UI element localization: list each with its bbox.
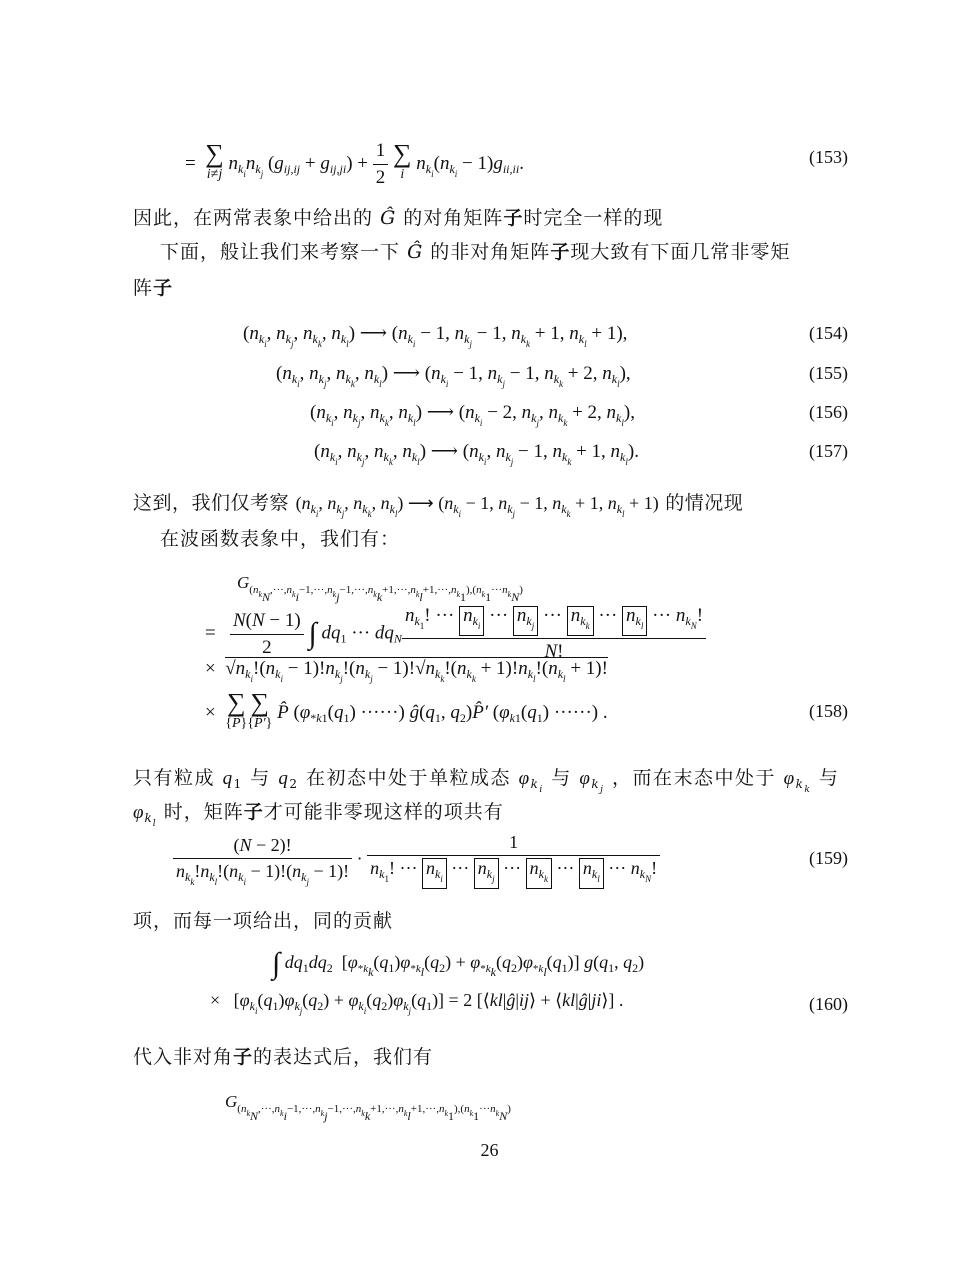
- equation-161-start: $G_{(n_{k_N},\cdot\cdot\cdot,n_{k_i}-1,\cdot\cdot\cdot,n_{k_j}-1,\cdot\cdot\cdot,n_{k_k}+1,\cdot\cdot\cdot,n_{k_l}+1,\cdot\cdot\cdot,n_{k_1}),(n_{k_1}\cdot\cdot\cdot n_{k_N})}$: [225, 1092, 511, 1123]
- equation-160-line-1: ∫ $dq_1dq_2$ $[\varphi_{*k_k}(q_1)\varphi_{*k_l}(q_2) + \varphi_{*k_k}(q_2)\varphi_{*k_l}(q_1)]$ $g(q_1$, $q_2$): [272, 947, 645, 980]
- equation-159: $\frac{(N - 2)!}{n_{k_k}!n_{k_l}!(n_{k_i} - 1)!(n_{k_j} - 1)!}$ · $\frac{1}{n_{k_1}! \cdot\cdot\cdot n_{k_i} \cdot\cdot\cdot n_{k_j} \cdot\cdot\cdot n_{k_k} \cdot\cdot\cdot n_{k_l} \cdot\cdot\cdot n_{k_N}!}$: [173, 832, 660, 889]
- equation-number: (156): [809, 402, 848, 422]
- equation-number: (154): [809, 323, 848, 343]
- equation-number: (159): [809, 848, 848, 868]
- equation-number: (153): [809, 147, 848, 167]
- equation-158-line-4: × ∑ {P̂}∑ {P̂′} P̂ ($\varphi_{*k1}(q_1)$ ······) $ĝ(q_1$, $q_2)P̂'$ ($\varphi_{k1}(q_1)$ ······) .: [205, 688, 608, 731]
- equation-number: (155): [809, 363, 848, 383]
- equation-number: (160): [809, 994, 848, 1014]
- paragraph: $\varphi_{k_l}$ 时，矩阵子才可能非零现这样的项共有: [133, 801, 504, 829]
- equation-number: (158): [809, 701, 848, 721]
- equation-160-line-2: × $[\varphi_{k_i}(q_1)\varphi_{k_j}(q_2) + \varphi_{k_i}(q_2)\varphi_{k_j}(q_1)] = 2$ [⟨kl|ĝ|ij⟩ + ⟨kl|ĝ|ji⟩] .: [210, 990, 624, 1016]
- equation-153: = ∑ i≠j $n_{k_i}n_{k_j}$ $(g_{ij,ij} + g_{ij,ji})$ + $\frac{1}{2}$ ∑ i $n_{k_i}(n_{k_i} - 1)g_{ii,ii}$.: [185, 139, 524, 188]
- equation-158-line-3: × $√n_{k_i}!(n_{k_i} - 1)!n_{k_j}!(n_{k_j} - 1)!√n_{k_k}!(n_{k_k} + 1)!n_{k_l}!(n_{k_l} + 1)$!: [205, 658, 608, 684]
- page-number: 26: [480, 1140, 499, 1160]
- paragraph: 代入非对角子的表达式后，我们有: [133, 1046, 434, 1068]
- paragraph: 因此，在两常表象中给出的 Ĝ 的对角矩阵子时完全一样的现: [133, 207, 664, 229]
- equation-157: ($n_{k_i}$, $n_{k_j}$, $n_{k_k}$, $n_{k_l}$) ⟶ ($n_{k_i}$, $n_{k_j} - 1$, $n_{k_k} + 1$, $n_{k_l}$).: [314, 441, 639, 467]
- paragraph: 项，而每一项给出，同的贡献: [133, 910, 394, 932]
- equation-158-line-2: = $\frac{N(N - 1)}{2}$ ∫ $dq_1$ ··· $dq_N$ $\frac{n_{k_1}! \cdot\cdot\cdot n_{k_i} \cdot\cdot\cdot n_{k_j} \cdot\cdot\cdot n_{k_k} \cdot\cdot\cdot n_{k_l} \cdot\cdot\cdot n_{k_N}!}{N!}$: [205, 605, 706, 663]
- equation-number: (157): [809, 441, 848, 461]
- equation-155: ($n_{k_i}$, $n_{k_j}$, $n_{k_k}$, $n_{k_l}$) ⟶ ($n_{k_i} - 1$, $n_{k_j} - 1$, $n_{k_k} + 2$, $n_{k_l}$),: [276, 363, 631, 389]
- paragraph: 在波函数表象中，我们有：: [160, 528, 401, 550]
- equation-154: ($n_{k_i}$, $n_{k_j}$, $n_{k_k}$, $n_{k_l}$) ⟶ ($n_{k_i} - 1$, $n_{k_j} - 1$, $n_{k_k} + 1$, $n_{k_l} + 1$),: [243, 323, 628, 349]
- paragraph: 这到，我们仅考察 ($n_{k_i}$, $n_{k_j}$, $n_{k_k}$, $n_{k_l}$) ⟶ ($n_{k_i} - 1$, $n_{k_j} - 1$, $n_{k_k} + 1$, $n_{k_l} + 1$) 的情况现: [133, 492, 744, 519]
- equation-158-line-1: $G_{(n_{k_N},\cdot\cdot\cdot,n_{k_i}-1,\cdot\cdot\cdot,n_{k_j}-1,\cdot\cdot\cdot,n_{k_k}+1,\cdot\cdot\cdot,n_{k_l}+1,\cdot\cdot\cdot,n_{k_1}),(n_{k_1}\cdot\cdot\cdot n_{k_N})}$: [237, 573, 523, 604]
- equation-156: ($n_{k_i}$, $n_{k_j}$, $n_{k_k}$, $n_{k_l}$) ⟶ ($n_{k_i} - 2$, $n_{k_j}$, $n_{k_k} + 2$, $n_{k_l}$),: [310, 402, 635, 428]
- paragraph: 下面，般让我们来考察一下 Ĝ 的非对角矩阵子现大致有下面几常非零矩: [160, 241, 791, 263]
- paragraph: 阵子: [133, 277, 174, 299]
- paragraph: 只有粒成 $q_1$ 与 $q_2$ 在初态中处于单粒成态 $\varphi_{k_i}$ 与 $\varphi_{k_j}$ ，而在末态中处于 $\varphi_{k_k}$ 与: [133, 767, 840, 795]
